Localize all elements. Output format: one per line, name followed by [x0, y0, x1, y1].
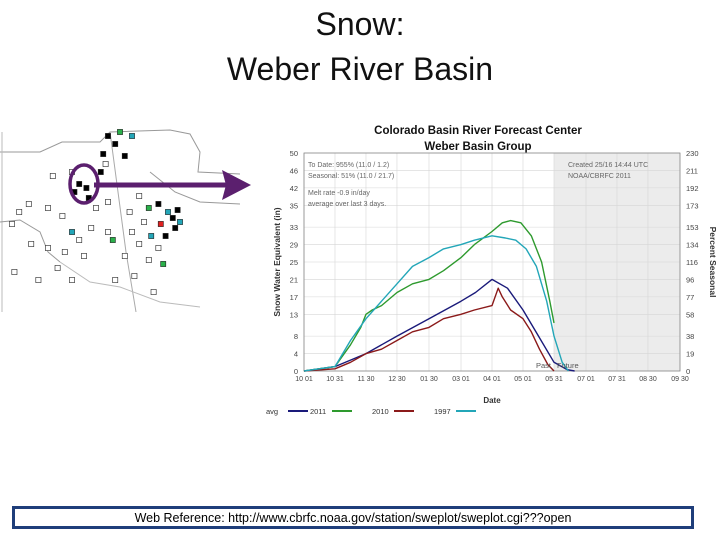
- x-tick-label: 03 01: [452, 376, 470, 383]
- y2-tick-label: 211: [686, 166, 698, 176]
- station-marker: [12, 269, 17, 274]
- station-marker: [141, 219, 146, 224]
- past-label: Past: [535, 361, 551, 370]
- y-tick-label: 29: [289, 240, 298, 250]
- station-marker: [29, 241, 34, 246]
- station-marker: [17, 209, 22, 214]
- station-marker: [146, 257, 151, 262]
- station-marker: [117, 129, 122, 134]
- y-tick-label: 25: [289, 258, 298, 267]
- station-marker: [105, 229, 110, 234]
- y2-tick-label: 38: [686, 332, 695, 342]
- x-tick-label: 04 01: [483, 376, 501, 383]
- station-marker: [26, 201, 31, 206]
- x-tick-label: 12 30: [388, 376, 406, 383]
- series-line-avg: [304, 279, 575, 371]
- station-marker: [50, 173, 55, 178]
- station-marker: [101, 151, 106, 156]
- station-marker: [173, 225, 178, 230]
- x-axis-label: Date: [483, 396, 501, 405]
- station-marker: [156, 245, 161, 250]
- station-marker: [69, 277, 74, 282]
- y-tick-label: 46: [289, 166, 298, 176]
- station-marker: [170, 215, 175, 220]
- info-left-line: average over last 3 days.: [308, 201, 387, 208]
- y2-tick-label: 0: [686, 367, 691, 376]
- x-tick-label: 05 31: [545, 376, 563, 383]
- legend-label-2011: 2011: [310, 407, 327, 416]
- station-marker: [129, 133, 134, 138]
- station-marker: [110, 237, 115, 242]
- x-tick-label: 09 30: [671, 376, 689, 383]
- station-marker: [45, 245, 50, 250]
- x-tick-label: 10 31: [326, 376, 344, 383]
- slide-title-line1: Snow:: [315, 6, 405, 42]
- y-tick-label: 50: [289, 149, 298, 158]
- station-marker: [161, 261, 166, 266]
- station-marker: [177, 219, 182, 224]
- y2-tick-label: 230: [686, 149, 699, 158]
- station-marker: [69, 229, 74, 234]
- map-borders: [0, 130, 240, 312]
- station-marker: [163, 233, 168, 238]
- station-marker: [122, 253, 127, 258]
- station-marker: [113, 141, 118, 146]
- x-tick-label: 05 01: [514, 376, 532, 383]
- y2-tick-label: 134: [686, 240, 699, 250]
- y-tick-label: 42: [289, 183, 298, 193]
- station-marker: [89, 225, 94, 230]
- y2-tick-label: 116: [686, 258, 698, 267]
- legend-label-2010: 2010: [372, 407, 389, 416]
- y-tick-label: 8: [293, 332, 298, 342]
- y-tick-label: 13: [289, 310, 298, 320]
- station-marker: [113, 277, 118, 282]
- station-marker: [105, 133, 110, 138]
- legend-label-1997: 1997: [434, 407, 451, 416]
- station-map: [0, 112, 240, 312]
- info-right-line: NOAA/CBRFC 2011: [567, 173, 631, 180]
- station-marker: [151, 289, 156, 294]
- y-tick-label: 21: [289, 275, 298, 285]
- station-marker: [9, 221, 14, 226]
- x-tick-label: 10 01: [295, 376, 313, 383]
- y2-tick-label: 58: [686, 310, 695, 320]
- y2-tick-label: 77: [686, 292, 695, 302]
- station-marker: [62, 249, 67, 254]
- future-label: Future: [556, 361, 579, 370]
- station-marker: [81, 253, 86, 258]
- series-line-1997: [304, 236, 568, 371]
- station-marker: [45, 205, 50, 210]
- station-marker: [129, 229, 134, 234]
- y-tick-label: 4: [293, 349, 298, 359]
- y2-axis-label: Percent Seasonal: [708, 226, 718, 298]
- station-marker: [77, 237, 82, 242]
- station-marker: [149, 233, 154, 238]
- station-marker: [55, 265, 60, 270]
- station-marker: [165, 209, 170, 214]
- y2-tick-label: 96: [686, 275, 695, 285]
- info-left-line: Seasonal: 51% (11.0 / 21.7): [308, 173, 395, 180]
- reference-box: [12, 506, 694, 529]
- y-tick-label: 0: [293, 367, 298, 376]
- station-marker: [60, 213, 65, 218]
- x-tick-label: 07 31: [608, 376, 626, 383]
- y2-tick-label: 192: [686, 183, 699, 193]
- x-tick-label: 11 30: [357, 376, 375, 383]
- y-tick-label: 17: [289, 292, 298, 302]
- legend-label-avg: avg: [266, 407, 279, 416]
- info-right-line: Created 25/16 14:44 UTC: [567, 162, 649, 169]
- x-tick-label: 01 30: [420, 376, 438, 383]
- chart-title: Colorado Basin River Forecast Center: [374, 125, 582, 137]
- info-left-line: To Date: 955% (11.0 / 1.2): [308, 162, 390, 169]
- y-tick-label: 35: [289, 201, 298, 211]
- station-marker: [137, 241, 142, 246]
- x-tick-label: 08 30: [639, 376, 657, 383]
- y2-tick-label: 153: [686, 223, 699, 233]
- station-marker: [127, 209, 132, 214]
- y2-tick-label: 173: [686, 201, 699, 211]
- info-left-line: Melt rate -0.9 in/day: [308, 190, 370, 197]
- swe-chart: [258, 116, 720, 421]
- y2-tick-label: 19: [686, 349, 695, 359]
- reference-link[interactable]: Web Reference: http://www.cbrfc.noaa.gov/station/sweplot/sweplot.cgi???open: [134, 511, 572, 525]
- y-axis-label: Snow Water Equivalent (in): [272, 207, 282, 317]
- slide-title-line2: Weber River Basin: [226, 51, 494, 87]
- station-marker: [132, 273, 137, 278]
- chart-subtitle: Weber Basin Group: [424, 141, 532, 153]
- y-tick-label: 33: [289, 223, 298, 233]
- x-tick-label: 07 01: [577, 376, 595, 383]
- station-marker: [158, 221, 163, 226]
- station-marker: [36, 277, 41, 282]
- station-marker: [122, 153, 127, 158]
- pointer-arrow: [66, 160, 256, 210]
